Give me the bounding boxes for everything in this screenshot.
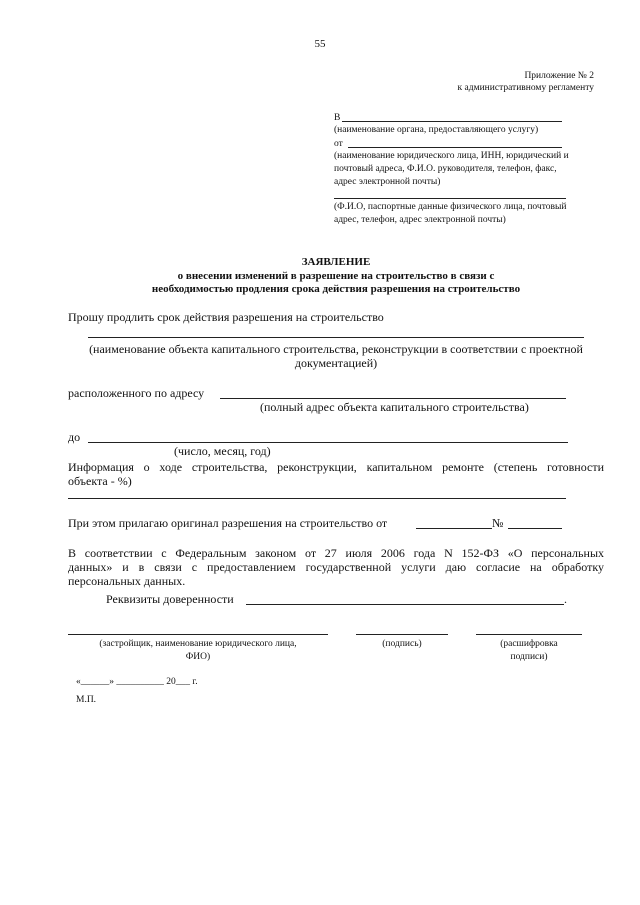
date-line[interactable]: «______» __________ 20___ г. [76,677,198,687]
object-caption-1: (наименование объекта капитального строительства, реконструкции в соответствии с проектной [89,342,583,356]
addressee-from-line[interactable] [348,147,562,148]
addressee-person-line[interactable] [334,198,566,199]
attach-text: При этом прилагаю оригинал разрешения на строительство от [68,516,388,530]
date-caption: (число, месяц, год) [174,444,271,458]
consent-text-1: В соответствии с Федеральным законом от 27 июля 2006 года N 152-ФЗ «О персональных [68,546,604,560]
attach-number-label: № [492,516,504,530]
stamp-label: М.П. [76,695,97,705]
until-date-line[interactable] [88,442,568,443]
address-caption: (полный адрес объекта капитального строительства) [260,400,529,414]
progress-text-2: объекта - %) [68,474,132,488]
addressee-to-line[interactable] [342,121,562,122]
developer-caption-1: (застройщик, наименование юридического лица, [99,639,297,649]
annex-subtitle: к административному регламенту [457,83,594,93]
until-label: до [68,430,81,444]
power-of-attorney-label: Реквизиты доверенности [106,592,234,606]
progress-text-1: Информация о ходе строительства, реконструкции, капитальном ремонте (степень готовности [68,460,604,474]
addressee-person-caption-2: адрес, телефон, адрес электронной почты) [334,215,506,225]
object-name-line[interactable] [88,337,584,338]
developer-line[interactable] [68,634,328,635]
addressee-from-caption-2: почтовый адреса, Ф.И.О. руководителя, телефон, факс, [334,164,557,174]
consent-text-3: персональных данных. [68,574,186,588]
page-number: 55 [314,38,326,50]
addressee-person-caption-1: (Ф.И.О, паспортные данные физического лица, почтовый [334,202,567,212]
document-subtitle-1: о внесении изменений в разрешение на строительство в связи с [177,270,495,282]
decoding-caption-1: (расшифровка [500,639,558,649]
signature-caption: (подпись) [382,639,422,649]
developer-caption-2: ФИО) [185,652,211,662]
request-text: Прошу продлить срок действия разрешения на строительство [68,310,384,324]
progress-line[interactable] [68,498,566,499]
object-caption-2: документацией) [294,356,378,370]
document-title: ЗАЯВЛЕНИЕ [301,256,371,268]
address-line[interactable] [220,398,566,399]
addressee-to-caption: (наименование органа, предоставляющего услугу) [334,125,539,135]
addressee-from-label: от [334,139,343,149]
document-subtitle-2: необходимостью продления срока действия разрешения на строительство [151,283,521,295]
annex-title: Приложение № 2 [524,71,594,81]
addressee-from-caption-1: (наименование юридического лица, ИНН, юридический и [334,151,569,161]
attach-date-line[interactable] [416,528,492,529]
addressee-to-label: В [334,113,341,123]
decoding-line[interactable] [476,634,582,635]
decoding-caption-2: подписи) [510,652,548,662]
attach-number-line[interactable] [508,528,562,529]
addressee-from-caption-3: адрес электронной почты) [334,177,441,187]
power-of-attorney-end: . [564,592,567,606]
consent-text-2: данных» и в связи с предоставлением государственной услуги даю согласие на обработку [68,560,604,574]
address-label: расположенного по адресу [68,386,205,400]
power-of-attorney-line[interactable] [246,604,564,605]
signature-line[interactable] [356,634,448,635]
